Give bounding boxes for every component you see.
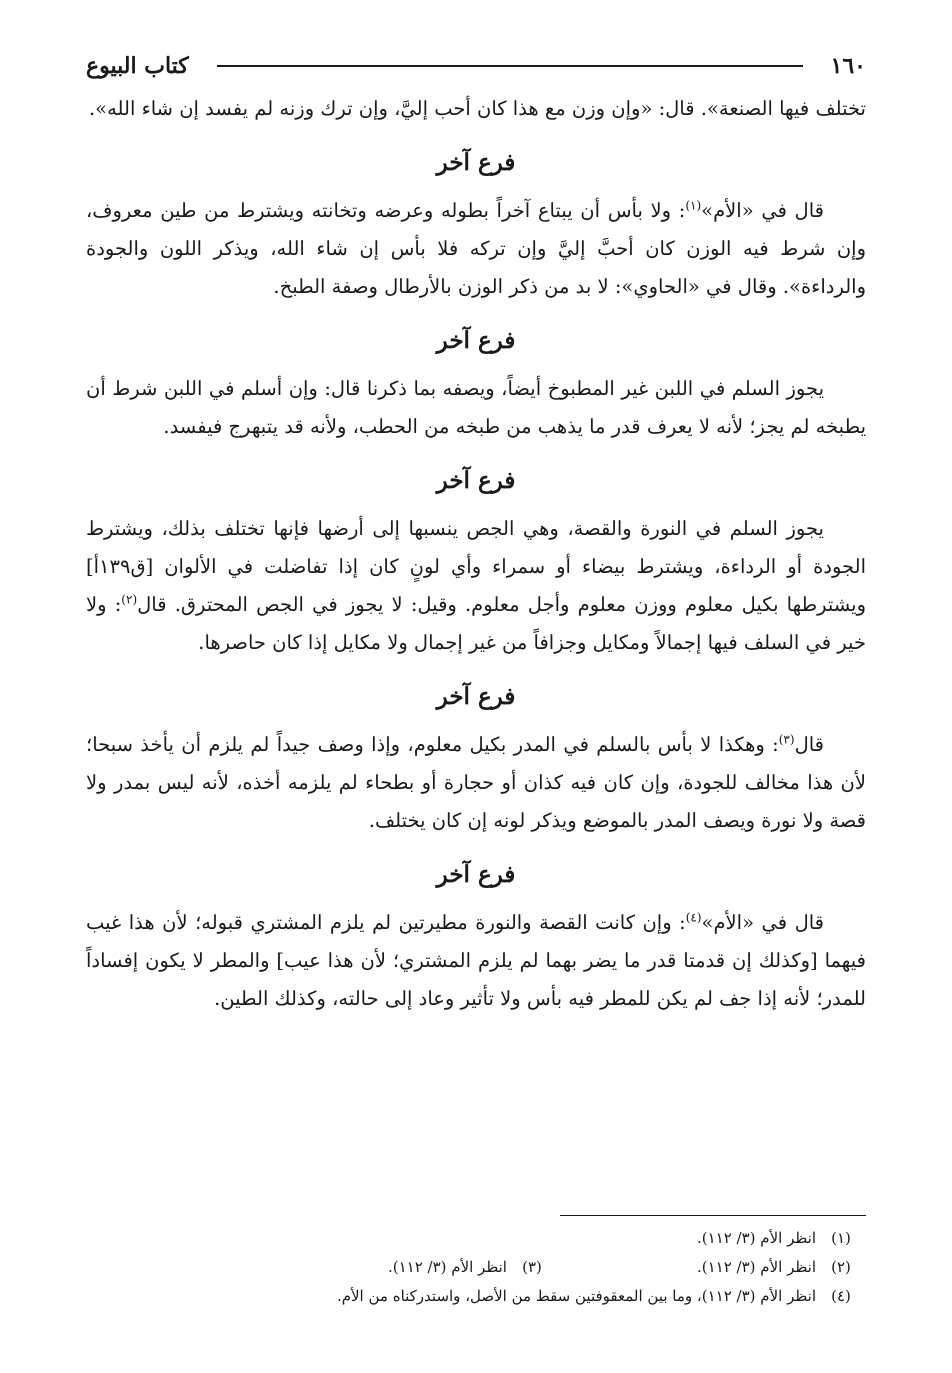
footnote-separator [560, 1215, 866, 1216]
running-header [86, 46, 866, 86]
paragraph [86, 510, 866, 662]
section-heading: فرع آخر [436, 327, 516, 354]
paragraph [86, 726, 866, 840]
footnote [388, 1253, 557, 1282]
footnote [697, 1253, 866, 1282]
paragraph-text: قال [794, 733, 824, 756]
paragraph-text: : ولا خير في السلف فيها إجمالاً ومكايل وجزافاً من غير إجمال ولا مكايل إذا كان حاصرها. [86, 593, 866, 654]
footnote [337, 1282, 866, 1311]
section-heading: فرع آخر [436, 861, 516, 888]
paragraph-text: يجوز السلم في النورة والقصة، وهي الجص ينسبها إلى أرضها فإنها تختلف بذلك، ويشترط الجودة أو الرداءة، ويشترط بيضاء أو سمراء وأي لونٍ كان إذا تفاضلت في الألوان [ق١٣٩أ] ويشترطها بكيل معلوم ووزن معلوم وأجل معلوم. وقيل: لا يجوز في الجص المحترق. قال [86, 517, 867, 616]
page-number: ١٦٠ [830, 53, 866, 79]
footnote [697, 1224, 866, 1253]
footnote-text: انظر الأم (٣/ ١١٢). [696, 1258, 816, 1276]
paragraph-text: : ولا بأس أن يبتاع آخراً بطوله وعرضه وتخانته ويشترط من طين معروف، وإن شرط فيه الوزن كان أحبَّ إليَّ وإن تركه فلا بأس إن شاء الله، ويذكر اللون والجودة والرداءة». وقال في «الحاوي»: لا بد من ذكر الوزن بالأرطال وصفة الطبخ. [86, 199, 866, 298]
footnote-number: (٣) [522, 1258, 542, 1276]
paragraph [86, 192, 866, 306]
footnote-text: انظر الأم (٣/ ١١٢). [696, 1229, 816, 1247]
footnote-row [86, 1282, 866, 1311]
paragraph-text: : وهكذا لا بأس بالسلم في المدر بكيل معلوم، وإذا وصف جيداً لم يلزم أن يأخذ سبحا؛ لأن هذا مخالف للجودة، وإن كان فيه كذان أو حجارة أو بطحاء لم يلزمه أخذه، لأنه ليس بمدر ولا قصة ولا نورة ويصف المدر بالموضع ويذكر لونه إن كان يختلف. [86, 733, 866, 832]
footnote-ref[interactable]: (١) [685, 198, 702, 213]
main-text [86, 90, 866, 1018]
footnote-row [86, 1224, 866, 1253]
paragraph-continuation: تختلف فيها الصنعة». قال: «وإن وزن مع هذا كان أحب إليَّ، وإن ترك وزنه لم يفسد إن شاء الله». [88, 97, 866, 120]
footnote-number: (٢) [831, 1258, 851, 1276]
section-heading: فرع آخر [436, 683, 516, 710]
footnote-gap [557, 1253, 697, 1282]
paragraph [86, 904, 866, 1018]
paragraph-text: قال في «الأم» [701, 911, 824, 934]
footnote-ref[interactable]: (٤) [685, 910, 702, 925]
footnote-number: (١) [831, 1229, 851, 1247]
footnote-text: انظر الأم (٣/ ١١٢). [387, 1258, 507, 1276]
section-heading: فرع آخر [436, 467, 516, 494]
section-heading: فرع آخر [436, 149, 516, 176]
book-title: كتاب البيوع [86, 53, 189, 79]
footnote-ref[interactable]: (٣) [778, 732, 795, 747]
header-rule [217, 65, 803, 67]
footnote-ref[interactable]: (٢) [121, 592, 138, 607]
paragraph-text: : وإن كانت القصة والنورة مطيرتين لم يلزم المشتري قبوله؛ لأن هذا غيب فيهما [وكذلك إن قدمتا قدر ما يضر بهما لم يلزم المشتري؛ لأن هذا عيب] والمطر لا يكون إفساداً للمدر؛ لأنه إذا جف لم يكن للمطر فيه بأس ولا تأثير وعاد إلى حالته، وكذلك الطين. [86, 911, 866, 1010]
paragraph-text: قال في «الأم» [701, 199, 824, 222]
footnote-row [86, 1253, 866, 1282]
footnote-text: انظر الأم (٣/ ١١٢)، وما بين المعقوفتين سقط من الأصل، واستدركناه من الأم. [336, 1287, 816, 1305]
footnotes [86, 1224, 866, 1311]
paragraph: يجوز السلم في اللبن غير المطبوخ أيضاً، ويصفه بما ذكرنا قال: وإن أسلم في اللبن شرط أن يطبخه لم يجز؛ لأنه لا يعرف قدر ما يذهب من طبخه من الحطب، ولأنه قد يتبهرج فيفسد. [86, 377, 866, 438]
footnote-number: (٤) [831, 1287, 851, 1305]
